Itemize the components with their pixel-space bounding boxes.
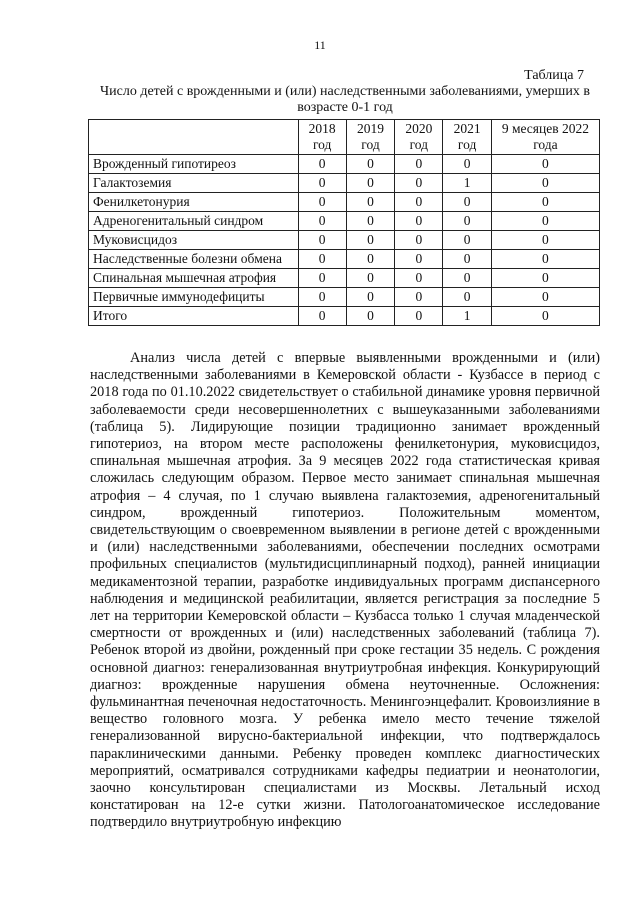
value-cell: 0 xyxy=(298,307,346,326)
row-label-cell: Спинальная мышечная атрофия xyxy=(89,269,299,288)
value-cell: 0 xyxy=(298,231,346,250)
row-label-cell: Итого xyxy=(89,307,299,326)
value-cell: 0 xyxy=(346,155,394,174)
value-cell: 0 xyxy=(491,250,599,269)
value-cell: 0 xyxy=(395,231,443,250)
value-cell: 0 xyxy=(395,174,443,193)
value-cell: 0 xyxy=(395,269,443,288)
value-cell: 0 xyxy=(443,193,491,212)
table-row xyxy=(89,269,600,288)
value-cell: 0 xyxy=(298,174,346,193)
table-header-cell: 2018 год xyxy=(298,120,346,155)
table-row xyxy=(89,288,600,307)
table-header-cell: 9 месяцев 2022 года xyxy=(491,120,599,155)
value-cell: 0 xyxy=(491,231,599,250)
value-cell: 0 xyxy=(395,288,443,307)
row-label-cell: Адреногенитальный синдром xyxy=(89,212,299,231)
value-cell: 0 xyxy=(298,155,346,174)
data-table xyxy=(88,119,600,326)
value-cell: 1 xyxy=(443,174,491,193)
table-header-cell: 2020 год xyxy=(395,120,443,155)
value-cell: 0 xyxy=(443,250,491,269)
value-cell: 0 xyxy=(346,307,394,326)
table-label: Таблица 7 xyxy=(524,68,584,83)
value-cell: 0 xyxy=(346,174,394,193)
value-cell: 0 xyxy=(443,288,491,307)
body-paragraph xyxy=(90,350,600,832)
value-cell: 0 xyxy=(443,231,491,250)
row-label-cell: Галактоземия xyxy=(89,174,299,193)
value-cell: 0 xyxy=(395,193,443,212)
table-row xyxy=(89,307,600,326)
table-row xyxy=(89,174,600,193)
value-cell: 0 xyxy=(491,155,599,174)
value-cell: 0 xyxy=(491,174,599,193)
value-cell: 0 xyxy=(346,193,394,212)
table-row xyxy=(89,193,600,212)
table-header-row xyxy=(89,120,600,155)
value-cell: 0 xyxy=(346,250,394,269)
value-cell: 0 xyxy=(443,212,491,231)
value-cell: 1 xyxy=(443,307,491,326)
value-cell: 0 xyxy=(443,155,491,174)
value-cell: 0 xyxy=(395,212,443,231)
table-header-cell xyxy=(89,120,299,155)
value-cell: 0 xyxy=(298,212,346,231)
table-row xyxy=(89,231,600,250)
table-row xyxy=(89,212,600,231)
value-cell: 0 xyxy=(346,269,394,288)
value-cell: 0 xyxy=(395,307,443,326)
row-label-cell: Врожденный гипотиреоз xyxy=(89,155,299,174)
value-cell: 0 xyxy=(491,269,599,288)
value-cell: 0 xyxy=(298,269,346,288)
page-number: 11 xyxy=(314,38,326,52)
table-title: Число детей с врожденными и (или) наследственными заболеваниями, умерших в возрасте 0-1 год xyxy=(100,84,590,115)
value-cell: 0 xyxy=(346,231,394,250)
table-row xyxy=(89,155,600,174)
row-label-cell: Первичные иммунодефициты xyxy=(89,288,299,307)
table-header-cell: 2019 год xyxy=(346,120,394,155)
value-cell: 0 xyxy=(298,288,346,307)
row-label-cell: Фенилкетонурия xyxy=(89,193,299,212)
row-label-cell: Наследственные болезни обмена xyxy=(89,250,299,269)
value-cell: 0 xyxy=(298,193,346,212)
value-cell: 0 xyxy=(491,193,599,212)
value-cell: 0 xyxy=(346,288,394,307)
table-row xyxy=(89,250,600,269)
value-cell: 0 xyxy=(298,250,346,269)
value-cell: 0 xyxy=(395,155,443,174)
value-cell: 0 xyxy=(491,212,599,231)
value-cell: 0 xyxy=(491,307,599,326)
row-label-cell: Муковисцидоз xyxy=(89,231,299,250)
value-cell: 0 xyxy=(443,269,491,288)
value-cell: 0 xyxy=(491,288,599,307)
table-header-cell: 2021 год xyxy=(443,120,491,155)
body-paragraph-text: Анализ числа детей с впервые выявленными врожденными и (или) наследственными заболеваниями в Кемеровской области - Кузбассе в период с 2018 года по 01.10.2022 свидетельствует о стабильной динамике уровня первичной заболеваемости среди несовершеннолетних с вышеуказанными заболеваниями (таблица 5). Лидирующие позиции традиционно занимает врожденный гипотериоз, на втором месте расположены фенилкетонурия, муковисцидоз, спинальная мышечная атрофия. За 9 месяцев 2022 года статистическая кривая сложилась следующим образом. Первое место занимает спинальная мышечная атрофия – 4 случая, по 1 случаю выявлена галактоземия, адреногенитальный синдром, врожденный гипотериоз. Положительным моментом, свидетельствующим о своевременном выявлении в регионе детей с врожденными и (или) наследственными заболеваниями, обеспечении последних осмотрами профильных специалистов (мультидисциплинарный подход), ранней инициации медикаментозной терапии, разработке индивидуальных программ диспансерного наблюдения и медицинской реабилитации, является регистрация за последние 5 лет на территории Кемеровской области – Кузбасса только 1 случая младенческой смертности от врожденных и (или) наследственных заболеваний (таблица 7). Ребенок второй из двойни, рожденный при сроке гестации 35 недель. С рождения основной диагноз: генерализованная внутриутробная инфекция. Конкурирующий диагноз: врожденные нарушения обмена неуточненные. Осложнения: фульминантная печеночная недостаточность. Менингоэнцефалит. Кровоизлияние в вещество головного мозга. У ребенка имело место течение тяжелой генерализованной вирусно-бактериальной инфекции, что подтверждалось параклиническими данными. Ребенку проведен комплекс диагностических мероприятий, осматривался сотрудниками кафедры педиатрии и неонатологии, заочно консультирован специалистами из Москвы. Летальный исход констатирован на 12-е сутки жизни. Патологоанатомическое исследование подтвердило внутриутробную инфекцию xyxy=(90,350,600,831)
value-cell: 0 xyxy=(346,212,394,231)
value-cell: 0 xyxy=(395,250,443,269)
